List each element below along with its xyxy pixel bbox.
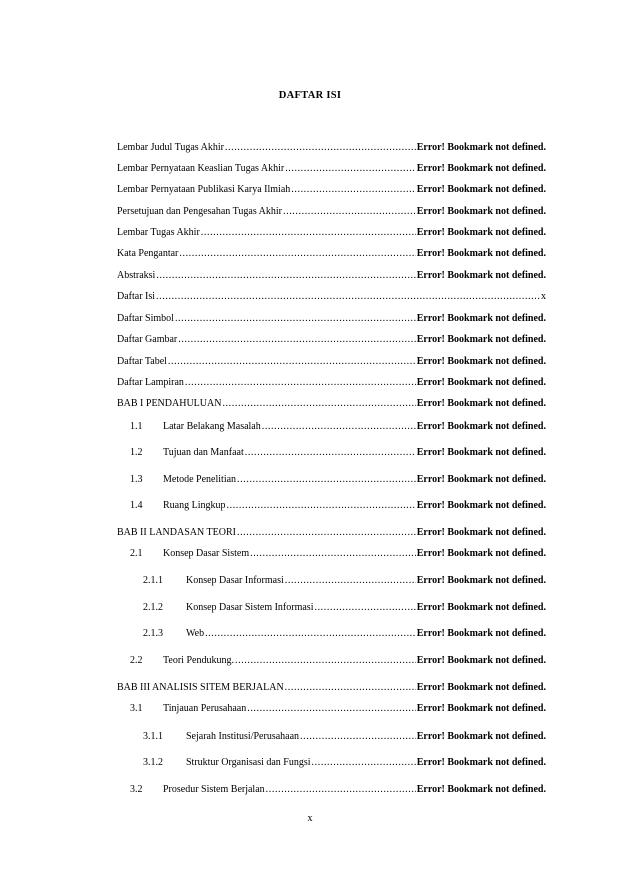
toc-entry-page: Error! Bookmark not defined.: [416, 474, 546, 485]
toc-entry-number: 1.3: [130, 474, 143, 485]
toc-entry[interactable]: [143, 731, 546, 745]
toc-dot-leader: [185, 377, 416, 388]
toc-entry-page: Error! Bookmark not defined.: [416, 334, 546, 345]
toc-entry-title: Daftar Gambar: [117, 334, 178, 345]
toc-entry-title: Abstraksi: [117, 270, 156, 281]
toc-entry-number: 1.1: [130, 421, 143, 432]
toc-entry-page: Error! Bookmark not defined.: [416, 527, 546, 538]
toc-entry[interactable]: [130, 474, 546, 488]
toc-entry[interactable]: [130, 447, 546, 461]
toc-entry[interactable]: [117, 291, 546, 305]
toc-entry[interactable]: [130, 500, 546, 514]
toc-entry-title: Struktur Organisasi dan Fungsi: [186, 757, 311, 768]
toc-dot-leader: [266, 784, 416, 795]
toc-dot-leader: [291, 184, 415, 195]
toc-dot-leader: [179, 248, 415, 259]
toc-entry[interactable]: [117, 527, 546, 541]
toc-entry-page: Error! Bookmark not defined.: [416, 500, 546, 511]
toc-entry-title: Tujuan dan Manfaat: [163, 447, 244, 458]
toc-entry-page: Error! Bookmark not defined.: [416, 270, 546, 281]
toc-entry[interactable]: [143, 575, 546, 589]
toc-dot-leader: [168, 356, 416, 367]
toc-dot-leader: [235, 655, 416, 666]
toc-entry-title: Teori Pendukung.: [163, 655, 234, 666]
toc-entry-title: Web: [186, 628, 205, 639]
toc-dot-leader: [175, 313, 416, 324]
toc-entry-title: BAB I PENDAHULUAN: [117, 398, 222, 409]
toc-entry-page: Error! Bookmark not defined.: [416, 602, 546, 613]
toc-entry-number: 3.1: [130, 703, 143, 714]
toc-entry-page: Error! Bookmark not defined.: [416, 184, 546, 195]
toc-entry-title: Ruang Lingkup: [163, 500, 226, 511]
toc-entry-title: Prosedur Sistem Berjalan: [163, 784, 265, 795]
toc-dot-leader: [283, 206, 416, 217]
toc-dot-leader: [205, 628, 416, 639]
toc-entry-title: Lembar Judul Tugas Akhir: [117, 142, 224, 153]
toc-dot-leader: [237, 474, 416, 485]
toc-dot-leader: [247, 703, 416, 714]
toc-entry-title: Lembar Pernyataan Keaslian Tugas Akhir: [117, 163, 285, 174]
toc-entry[interactable]: [117, 682, 546, 696]
toc-entry-page: Error! Bookmark not defined.: [416, 575, 546, 586]
toc-entry-title: Kata Pengantar: [117, 248, 179, 259]
toc-entry-title: Konsep Dasar Informasi: [186, 575, 284, 586]
toc-entry-page: Error! Bookmark not defined.: [416, 356, 546, 367]
toc-entry-number: 1.4: [130, 500, 143, 511]
toc-entry[interactable]: [117, 184, 546, 198]
page-title: DAFTAR ISI: [278, 90, 342, 101]
toc-entry-title: Daftar Tabel: [117, 356, 167, 367]
toc-entry-title: Persetujuan dan Pengesahan Tugas Akhir: [117, 206, 282, 217]
toc-entry[interactable]: [143, 757, 546, 771]
toc-entry-page: Error! Bookmark not defined.: [416, 398, 546, 409]
toc-dot-leader: [250, 548, 416, 559]
toc-entry[interactable]: [117, 398, 546, 412]
toc-entry-page: Error! Bookmark not defined.: [416, 655, 546, 666]
page-number: x: [307, 813, 313, 824]
toc-entry-title: BAB III ANALISIS SITEM BERJALAN: [117, 682, 284, 693]
toc-dot-leader: [285, 163, 416, 174]
toc-entry-title: Latar Belakang Masalah: [163, 421, 261, 432]
toc-dot-leader: [237, 527, 416, 538]
toc-entry-number: 2.1.1: [143, 575, 163, 586]
toc-entry-page: Error! Bookmark not defined.: [416, 447, 546, 458]
toc-entry-page: Error! Bookmark not defined.: [416, 377, 546, 388]
toc-entry-title: Daftar Simbol: [117, 313, 174, 324]
toc-dot-leader: [222, 398, 415, 409]
toc-entry[interactable]: [117, 334, 546, 348]
toc-entry-number: 3.2: [130, 784, 143, 795]
toc-dot-leader: [300, 731, 416, 742]
toc-entry-page: Error! Bookmark not defined.: [416, 142, 546, 153]
toc-entry-title: Daftar Lampiran: [117, 377, 184, 388]
toc-dot-leader: [285, 682, 416, 693]
toc-entry-title: Sejarah Institusi/Perusahaan: [186, 731, 300, 742]
toc-entry-page: Error! Bookmark not defined.: [416, 682, 546, 693]
toc-entry-page: Error! Bookmark not defined.: [416, 548, 546, 559]
toc-entry[interactable]: [117, 377, 546, 391]
toc-dot-leader: [314, 602, 415, 613]
toc-entry[interactable]: [117, 248, 546, 262]
toc-entry-page: Error! Bookmark not defined.: [416, 248, 546, 259]
toc-dot-leader: [262, 421, 416, 432]
toc-dot-leader: [227, 500, 416, 511]
toc-entry-page: x: [541, 291, 546, 302]
toc-dot-leader: [156, 291, 540, 302]
toc-entry-title: Tinjauan Perusahaan: [163, 703, 247, 714]
toc-entry-page: Error! Bookmark not defined.: [416, 757, 546, 768]
toc-entry[interactable]: [117, 142, 546, 156]
toc-dot-leader: [285, 575, 416, 586]
toc-entry-page: Error! Bookmark not defined.: [416, 313, 546, 324]
toc-entry[interactable]: [117, 356, 546, 370]
toc-dot-leader: [312, 757, 416, 768]
toc-entry[interactable]: [117, 163, 546, 177]
toc-entry[interactable]: [130, 784, 546, 798]
toc-entry-title: Konsep Dasar Sistem Informasi: [186, 602, 314, 613]
toc-entry[interactable]: [143, 602, 546, 616]
toc-entry-title: BAB II LANDASAN TEORI: [117, 527, 236, 538]
toc-entry-page: Error! Bookmark not defined.: [416, 703, 546, 714]
toc-dot-leader: [178, 334, 415, 345]
toc-dot-leader: [201, 227, 416, 238]
toc-entry[interactable]: [130, 703, 546, 717]
toc-entry[interactable]: [117, 313, 546, 327]
toc-entry-title: Lembar Tugas Akhir: [117, 227, 200, 238]
toc-entry[interactable]: [117, 270, 546, 284]
toc-entry-page: Error! Bookmark not defined.: [416, 163, 546, 174]
toc-entry-title: Konsep Dasar Sistem: [163, 548, 250, 559]
toc-entry-page: Error! Bookmark not defined.: [416, 421, 546, 432]
toc-dot-leader: [156, 270, 415, 281]
toc-entry[interactable]: [117, 206, 546, 220]
toc-entry-title: Metode Penelitian: [163, 474, 237, 485]
toc-entry-number: 2.1.3: [143, 628, 163, 639]
toc-entry-number: 3.1.1: [143, 731, 163, 742]
toc-entry-number: 3.1.2: [143, 757, 163, 768]
toc-entry-number: 2.1: [130, 548, 143, 559]
toc-entry-page: Error! Bookmark not defined.: [416, 227, 546, 238]
toc-entry-page: Error! Bookmark not defined.: [416, 206, 546, 217]
toc-entry[interactable]: [130, 548, 546, 562]
toc-entry-number: 2.1.2: [143, 602, 163, 613]
toc-entry-number: 2.2: [130, 655, 143, 666]
toc-entry-page: Error! Bookmark not defined.: [416, 628, 546, 639]
toc-entry-title: Daftar Isi: [117, 291, 156, 302]
toc-dot-leader: [225, 142, 416, 153]
toc-entry[interactable]: [143, 628, 546, 642]
toc-entry-number: 1.2: [130, 447, 143, 458]
toc-entry[interactable]: [117, 227, 546, 241]
toc-entry[interactable]: [130, 655, 546, 669]
toc-dot-leader: [245, 447, 416, 458]
toc-entry-page: Error! Bookmark not defined.: [416, 784, 546, 795]
toc-entry-page: Error! Bookmark not defined.: [416, 731, 546, 742]
toc-entry-title: Lembar Pernyataan Publikasi Karya Ilmiah: [117, 184, 291, 195]
toc-entry[interactable]: [130, 421, 546, 435]
